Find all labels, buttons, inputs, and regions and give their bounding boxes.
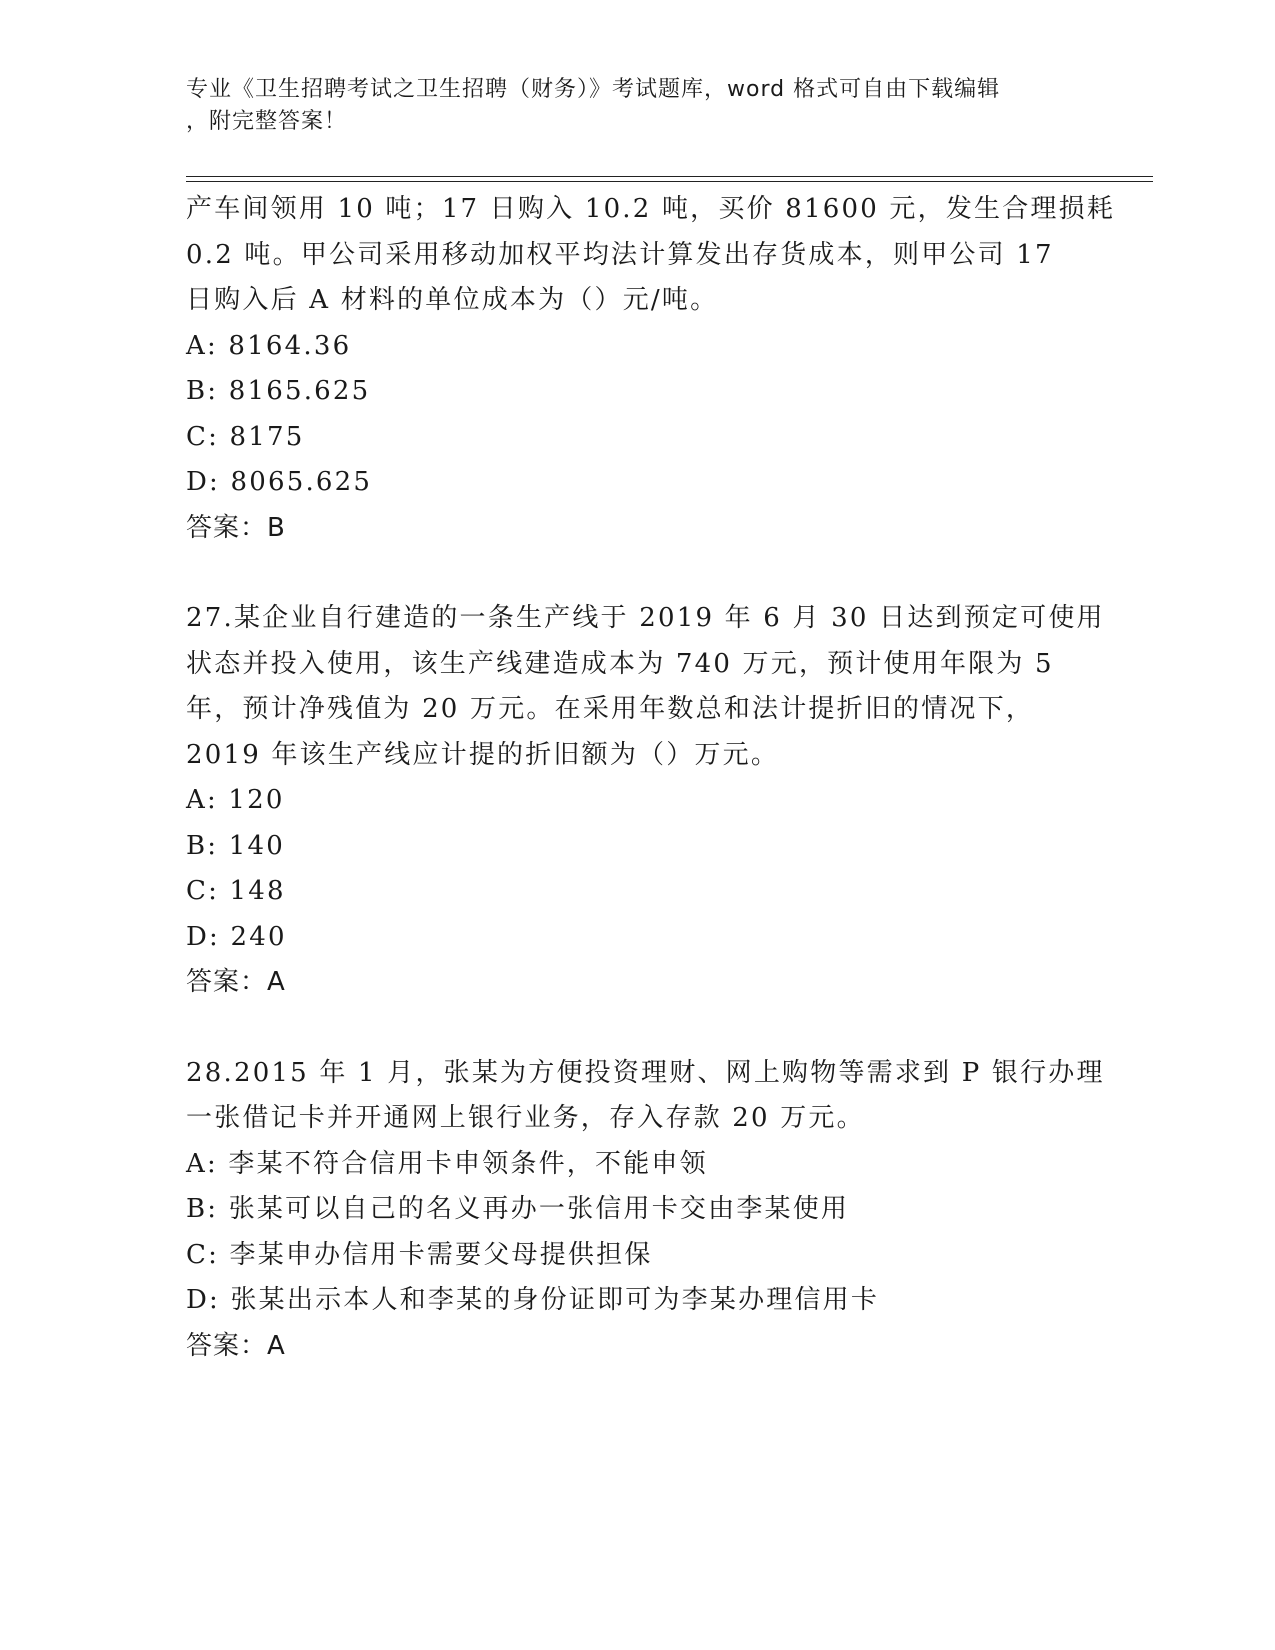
question-28 <box>186 1051 1105 1370</box>
option-b: B: 140 <box>186 830 285 861</box>
question-line: 2019 年该生产线应计提的折旧额为（）万元。 <box>186 739 780 770</box>
option-a: A: 120 <box>186 785 285 815</box>
question-line: 27.某企业自行建造的一条生产线于 2019 年 6 月 30 日达到预定可使用 <box>186 603 1105 633</box>
document-header <box>186 74 1066 138</box>
question-line: 年，预计净残值为 20 万元。在采用年数总和法计提折旧的情况下， <box>186 694 1035 724</box>
option-c: C: 李某申办信用卡需要父母提供担保 <box>186 1239 653 1270</box>
question-text <box>186 1051 1105 1142</box>
option-d: D: 8065.625 <box>186 467 373 497</box>
option-a: A: 李某不符合信用卡申领条件，不能申领 <box>186 1148 708 1179</box>
question-27 <box>186 596 1105 1006</box>
question-line: 产车间领用 10 吨；17 日购入 10.2 吨，买价 81600 元，发生合理损耗 <box>186 194 1116 224</box>
question-26 <box>186 187 1116 551</box>
question-text <box>186 596 1105 778</box>
header-line-1: 专业《卫生招聘考试之卫生招聘（财务）》考试题库，word 格式可自由下载编辑 <box>186 77 1001 102</box>
option-c: C: 8175 <box>186 421 305 452</box>
question-list <box>186 187 1116 1369</box>
header-divider-top <box>186 176 1153 177</box>
option-d: D: 240 <box>186 921 287 952</box>
question-line: 状态并投入使用，该生产线建造成本为 740 万元，预计使用年限为 5 <box>186 648 1054 679</box>
answer-line: 答案：A <box>186 967 286 997</box>
answer-line: 答案：B <box>186 512 286 543</box>
question-text <box>186 187 1116 324</box>
question-line: 0.2 吨。甲公司采用移动加权平均法计算发出存货成本，则甲公司 17 <box>186 239 1054 270</box>
option-b: B: 8165.625 <box>186 376 371 406</box>
option-b: B: 张某可以自己的名义再办一张信用卡交由李某使用 <box>186 1194 850 1224</box>
question-line: 日购入后 A 材料的单位成本为（）元/吨。 <box>186 285 719 315</box>
question-line: 28.2015 年 1 月，张某为方便投资理财、网上购物等需求到 P 银行办理 <box>186 1057 1105 1088</box>
header-line-2: ，附完整答案！ <box>186 109 348 134</box>
question-line: 一张借记卡并开通网上银行业务，存入存款 20 万元。 <box>186 1103 865 1133</box>
option-d: D: 张某出示本人和李某的身份证即可为李某办理信用卡 <box>186 1285 880 1315</box>
header-divider-bottom <box>186 181 1153 182</box>
option-c: C: 148 <box>186 876 286 906</box>
answer-line: 答案：A <box>186 1330 286 1361</box>
option-a: A: 8164.36 <box>186 330 352 361</box>
